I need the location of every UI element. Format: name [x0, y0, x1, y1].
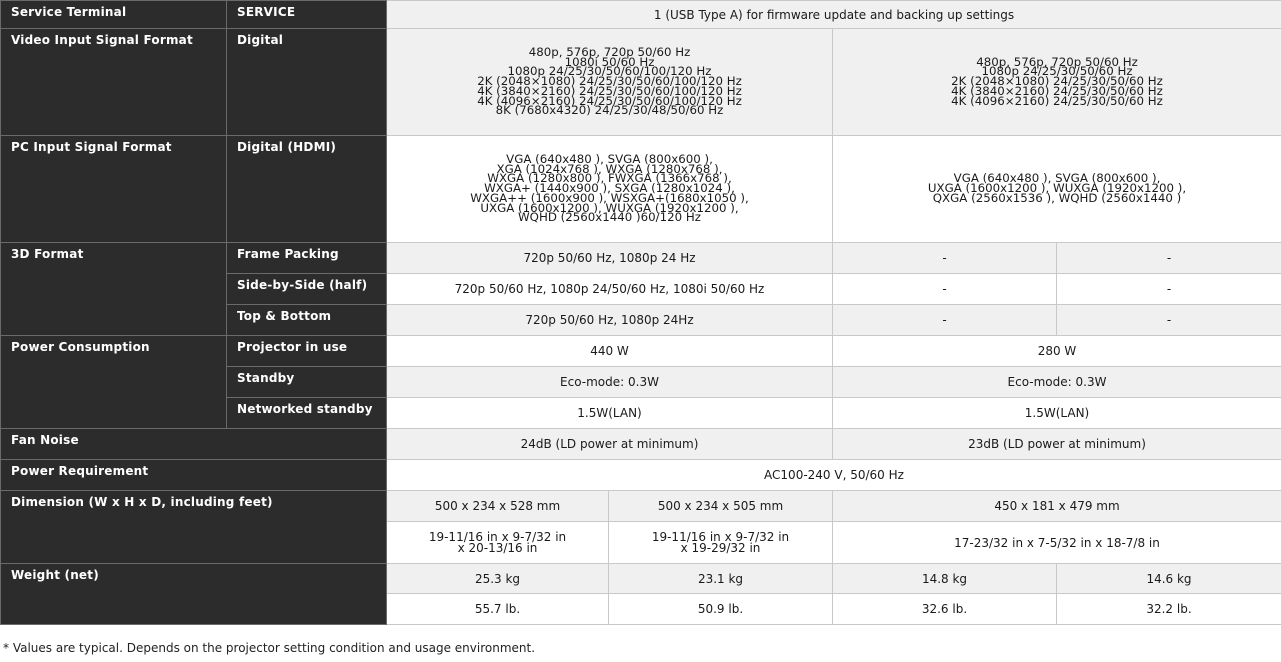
value-fan-noise-b: 23dB (LD power at minimum)	[833, 429, 1281, 460]
value-standby-b: Eco-mode: 0.3W	[833, 367, 1281, 398]
value-frame-packing-a: 720p 50/60 Hz, 1080p 24 Hz	[387, 243, 833, 274]
value-frame-packing-d: -	[1057, 243, 1281, 274]
value-weight-kg-b: 23.1 kg	[609, 564, 833, 594]
sublabel-frame-packing: Frame Packing	[227, 243, 387, 274]
sublabel-top-bottom: Top & Bottom	[227, 305, 387, 336]
sublabel-service: SERVICE	[227, 1, 387, 29]
value-top-bottom-a: 720p 50/60 Hz, 1080p 24Hz	[387, 305, 833, 336]
label-dimension: Dimension (W x H x D, including feet)	[1, 491, 387, 564]
row-3d-frame-packing	[1, 243, 1281, 274]
label-power-consumption: Power Consumption	[1, 336, 227, 429]
label-power-requirement: Power Requirement	[1, 460, 387, 491]
value-dimension-mm-b: 500 x 234 x 505 mm	[609, 491, 833, 522]
row-power-in-use	[1, 336, 1281, 367]
value-weight-kg-a: 25.3 kg	[387, 564, 609, 594]
value-side-by-side-c: -	[833, 274, 1057, 305]
sublabel-digital: Digital	[227, 29, 387, 136]
label-pc-input: PC Input Signal Format	[1, 136, 227, 243]
value-top-bottom-d: -	[1057, 305, 1281, 336]
label-fan-noise: Fan Noise	[1, 429, 387, 460]
row-video-input	[1, 29, 1281, 136]
value-networked-standby-b: 1.5W(LAN)	[833, 398, 1281, 429]
value-top-bottom-c: -	[833, 305, 1057, 336]
row-service-terminal	[1, 1, 1281, 29]
row-fan-noise	[1, 429, 1281, 460]
value-standby-a: Eco-mode: 0.3W	[387, 367, 833, 398]
value-side-by-side-a: 720p 50/60 Hz, 1080p 24/50/60 Hz, 1080i 50/60 Hz	[387, 274, 833, 305]
value-video-input-b: 480p, 576p, 720p 50/60 Hz 1080p 24/25/30/50/60 Hz 2K (2048×1080) 24/25/30/50/60 Hz 4K (3840×2160) 24/25/30/50/60 Hz 4K (4096×2160) 24/25/30/50/60 Hz	[833, 29, 1281, 136]
value-frame-packing-c: -	[833, 243, 1057, 274]
value-pc-input-b: VGA (640x480 ), SVGA (800x600 ), UXGA (1600x1200 ), WUXGA (1920x1200 ), QXGA (2560x1536 ), WQHD (2560x1440 )	[833, 136, 1281, 243]
value-service-terminal: 1 (USB Type A) for firmware update and backing up settings	[387, 1, 1281, 29]
value-dimension-mm-c: 450 x 181 x 479 mm	[833, 491, 1281, 522]
row-pc-input	[1, 136, 1281, 243]
row-power-requirement	[1, 460, 1281, 491]
value-dimension-mm-a: 500 x 234 x 528 mm	[387, 491, 609, 522]
value-weight-lb-b: 50.9 lb.	[609, 594, 833, 625]
value-dimension-in-a: 19-11/16 in x 9-7/32 in x 20-13/16 in	[387, 522, 609, 564]
value-power-requirement: AC100-240 V, 50/60 Hz	[387, 460, 1281, 491]
sublabel-standby: Standby	[227, 367, 387, 398]
value-weight-lb-a: 55.7 lb.	[387, 594, 609, 625]
value-fan-noise-a: 24dB (LD power at minimum)	[387, 429, 833, 460]
value-pc-input-a: VGA (640x480 ), SVGA (800x600 ), XGA (1024x768 ), WXGA (1280x768 ), WXGA (1280x800 ), FWXGA (1366x768 ), WXGA+ (1440x900 ), SXGA (1280x1024 ), WXGA++ (1600x900 ), WSXGA+(1680x1050 ), UXGA (1600x1200 ), WUXGA (1920x1200 ), WQHD (2560x1440 )60/120 Hz	[387, 136, 833, 243]
label-service-terminal: Service Terminal	[1, 1, 227, 29]
sublabel-projector-in-use: Projector in use	[227, 336, 387, 367]
value-dimension-in-c: 17-23/32 in x 7-5/32 in x 18-7/8 in	[833, 522, 1281, 564]
label-3d-format: 3D Format	[1, 243, 227, 336]
value-weight-kg-d: 14.6 kg	[1057, 564, 1281, 594]
value-networked-standby-a: 1.5W(LAN)	[387, 398, 833, 429]
sublabel-networked-standby: Networked standby	[227, 398, 387, 429]
value-in-use-a: 440 W	[387, 336, 833, 367]
sublabel-digital-hdmi: Digital (HDMI)	[227, 136, 387, 243]
row-weight-kg	[1, 564, 1281, 594]
value-in-use-b: 280 W	[833, 336, 1281, 367]
value-weight-kg-c: 14.8 kg	[833, 564, 1057, 594]
value-side-by-side-d: -	[1057, 274, 1281, 305]
value-weight-lb-d: 32.2 lb.	[1057, 594, 1281, 625]
row-dimension-mm	[1, 491, 1281, 522]
sublabel-side-by-side: Side-by-Side (half)	[227, 274, 387, 305]
label-weight: Weight (net)	[1, 564, 387, 625]
value-dimension-in-b: 19-11/16 in x 9-7/32 in x 19-29/32 in	[609, 522, 833, 564]
label-video-input: Video Input Signal Format	[1, 29, 227, 136]
value-weight-lb-c: 32.6 lb.	[833, 594, 1057, 625]
footnote: * Values are typical. Depends on the projector setting condition and usage environment.	[3, 641, 536, 655]
value-video-input-a: 480p, 576p, 720p 50/60 Hz 1080i 50/60 Hz 1080p 24/25/30/50/60/100/120 Hz 2K (2048×1080) 24/25/30/50/60/100/120 Hz 4K (3840×2160) 24/25/30/50/60/100/120 Hz 4K (4096×2160) 24/25/30/50/60/100/120 Hz 8K (7680x4320) 24/25/30/48/50/60 Hz	[387, 29, 833, 136]
